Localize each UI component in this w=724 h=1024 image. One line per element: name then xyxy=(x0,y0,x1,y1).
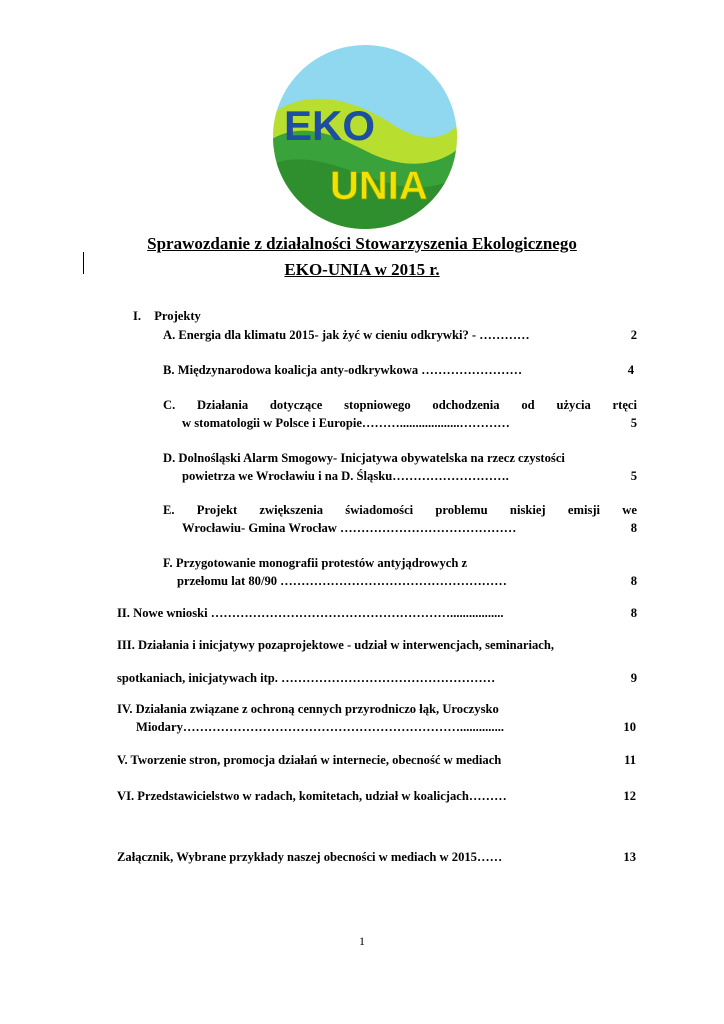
toc-item-e-line1: E. Projekt zwiększenia świadomości problemu niskiej emisji we xyxy=(163,503,637,517)
toc-section-v-page: 11 xyxy=(624,753,636,767)
toc-item-a xyxy=(163,327,530,344)
report-title-line1: Sprawozdanie z działalności Stowarzyszenia Ekologicznego xyxy=(147,234,577,253)
logo-graphic xyxy=(272,44,458,230)
toc-section-ii: II. Nowe wnioski …………………………………………………................. xyxy=(117,606,504,620)
toc-item-f-line2: przełomu lat 80/90 ……………………………………………… xyxy=(177,574,507,588)
toc-section-vi-page: 12 xyxy=(623,789,636,803)
toc-item-c-page: 5 xyxy=(630,416,637,430)
toc-section-i-title: Projekty xyxy=(154,309,201,323)
toc-section-v: V. Tworzenie stron, promocja działań w internecie, obecność w mediach xyxy=(117,753,502,767)
toc-section-i-number: I. xyxy=(133,309,142,323)
toc-item-f-page: 8 xyxy=(630,574,637,588)
toc-item-b xyxy=(163,362,522,379)
toc-section-iii-line2: spotkaniach, inicjatywach itp. …………………………………………… xyxy=(117,671,496,685)
toc-item-a-text: A. Energia dla klimatu 2015- jak żyć w cieniu odkrywki? - ………… xyxy=(163,328,530,342)
toc-item-a-page: 2 xyxy=(630,328,637,342)
toc-item-f-line1: F. Przygotowanie monografii protestów antyjądrowych z xyxy=(163,556,468,570)
toc-item-c-line2: w stomatologii w Polsce i Europie………...................………… xyxy=(182,416,510,430)
toc-section-iv-line1: IV. Działania związane z ochroną cennych przyrodniczo łąk, Uroczysko xyxy=(117,702,499,716)
toc-item-d-line2: powietrza we Wrocławiu i na D. Śląsku………………………. xyxy=(182,469,509,483)
logo-eko-text: EKO xyxy=(284,102,376,149)
toc-item-e-line2: Wrocławiu- Gmina Wrocław …………………………………… xyxy=(182,521,517,535)
toc-section-i xyxy=(133,308,201,325)
toc-item-e-page: 8 xyxy=(630,521,637,535)
logo-unia-text: UNIA xyxy=(330,164,428,208)
toc-section-iii-page: 9 xyxy=(630,671,637,685)
toc-attachment: Załącznik, Wybrane przykłady naszej obecności w mediach w 2015…… xyxy=(117,850,503,864)
toc-item-d-line1: D. Dolnośląski Alarm Smogowy- Inicjatywa obywatelska na rzecz czystości xyxy=(163,451,565,465)
toc-section-iv-line2: Miodary………………………………………………………….............. xyxy=(136,720,505,734)
toc-section-ii-page: 8 xyxy=(630,606,637,620)
toc-item-b-page: 4 xyxy=(627,363,634,377)
report-title-line2: EKO-UNIA w 2015 r. xyxy=(284,260,440,279)
toc-item-c-line1: C. Działania dotyczące stopniowego odchodzenia od użycia rtęci xyxy=(163,398,637,412)
toc-item-b-text: B. Międzynarodowa koalicja anty-odkrywkowa …………………… xyxy=(163,363,523,377)
page-number: 1 xyxy=(359,934,365,948)
eko-unia-logo xyxy=(272,44,458,230)
toc-section-iii-line1: III. Działania i inicjatywy pozaprojektowe - udział w interwencjach, seminariach, xyxy=(117,638,555,652)
toc-item-d-page: 5 xyxy=(630,469,637,483)
toc-section-vi: VI. Przedstawicielstwo w radach, komitetach, udział w koalicjach……… xyxy=(117,789,507,803)
toc-section-iv-page: 10 xyxy=(623,720,636,734)
toc-attachment-page: 13 xyxy=(623,850,636,864)
